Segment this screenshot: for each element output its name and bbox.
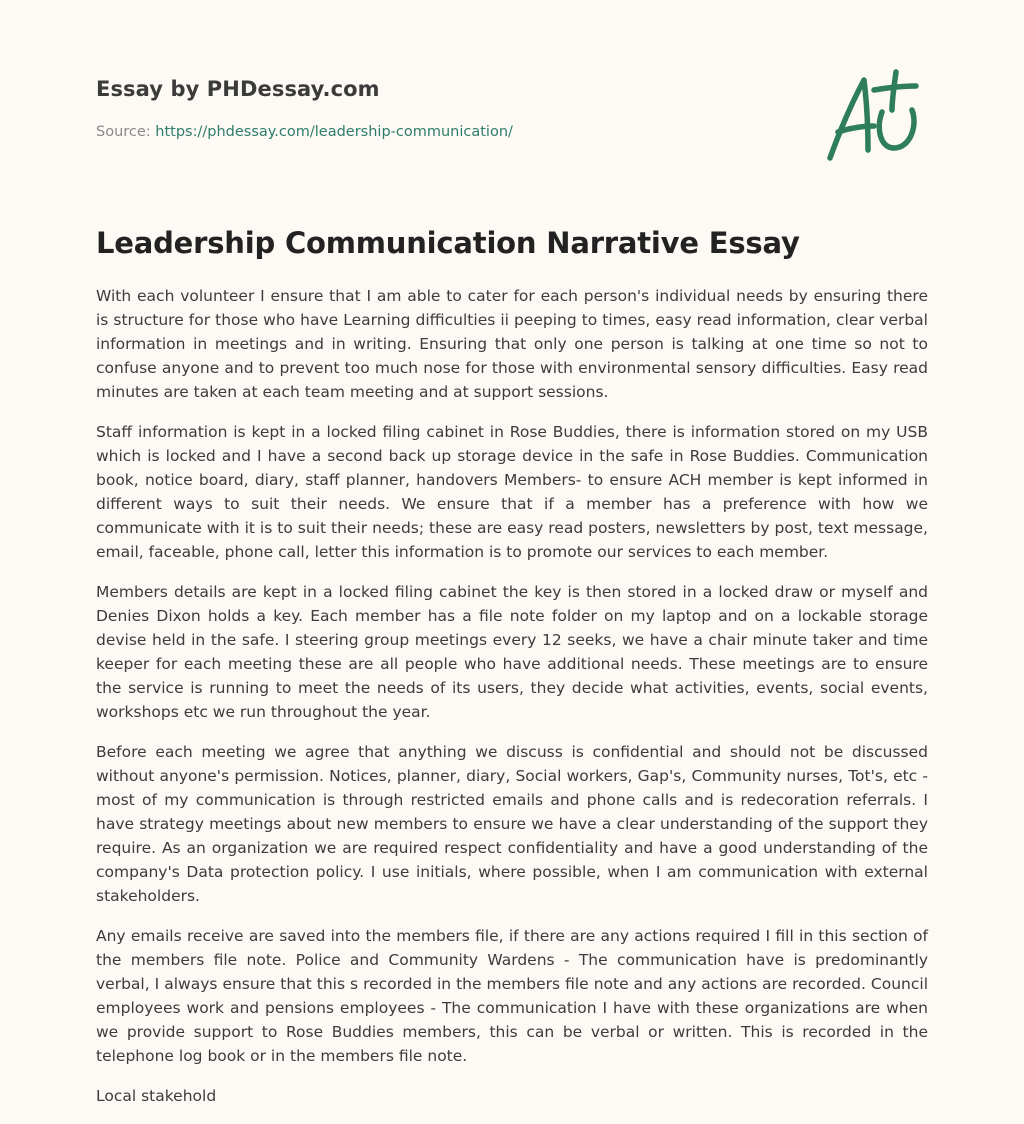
page-header	[96, 0, 928, 190]
essay-paragraph: Before each meeting we agree that anything we discuss is confidential and should not be discussed without anyone's permission. Notices, planner, diary, Social workers, Gap's, Community nurses, Tot's, etc - most of my communication is through restricted emails and phone calls and is redecoration referrals. I have strategy meetings about new members to ensure we have a clear understanding of the support they require. As an organization we are required respect confidentiality and have a good understanding of the company's Data protection policy. I use initials, where possible, when I am communication with external stakeholders.	[96, 743, 928, 905]
a-plus-grade-icon	[824, 66, 928, 166]
source-line	[96, 124, 513, 140]
essay-paragraph: With each volunteer I ensure that I am able to cater for each person's individual needs by ensuring there is structure for those who have Learning difficulties ii peeping to times, easy read information, clear verbal information in meetings and in writing. Ensuring that only one person is talking at one time so not to confuse anyone and to prevent too much nose for those with environmental sensory difficulties. Easy read minutes are taken at each team meeting and at support sessions.	[96, 287, 928, 401]
essay-paragraph: Members details are kept in a locked filing cabinet the key is then stored in a locked draw or myself and Denies Dixon holds a key. Each member has a file note folder on my laptop and on a lockable storage devise held in the safe. I steering group meetings every 12 seeks, we have a chair minute taker and time keeper for each meeting these are all people who have additional needs. These meetings are to ensure the service is running to meet the needs of its users, they decide what activities, events, social events, workshops etc we run throughout the year.	[96, 583, 928, 721]
essay-paragraph-truncated: Local stakehold	[96, 1087, 217, 1105]
site-brand: Essay by PHDessay.com	[96, 77, 380, 101]
source-link[interactable]: https://phdessay.com/leadership-communication/	[155, 124, 513, 140]
essay-title: Leadership Communication Narrative Essay	[96, 226, 800, 260]
source-label: Source:	[96, 124, 156, 140]
essay-paragraph: Staff information is kept in a locked filing cabinet in Rose Buddies, there is information stored on my USB which is locked and I have a second back up storage device in the safe in Rose Buddies. Communication book, notice board, diary, staff planner, handovers Members- to ensure ACH member is kept informed in different ways to suit their needs. We ensure that if a member has a preference with how we communicate with it is to suit their needs; these are easy read posters, newsletters by post, text message, email, faceable, phone call, letter this information is to promote our services to each member.	[96, 423, 928, 561]
essay-body	[96, 284, 928, 1124]
essay-page	[96, 0, 928, 1105]
essay-paragraph: Any emails receive are saved into the members file, if there are any actions required I fill in this section of the members file note. Police and Community Wardens - The communication have is predominantly verbal, I always ensure that this s recorded in the members file note and any actions are recorded. Council employees work and pensions employees - The communication I have with these organizations are when we provide support to Rose Buddies members, this can be verbal or written. This is recorded in the telephone log book or in the members file note.	[96, 927, 928, 1065]
